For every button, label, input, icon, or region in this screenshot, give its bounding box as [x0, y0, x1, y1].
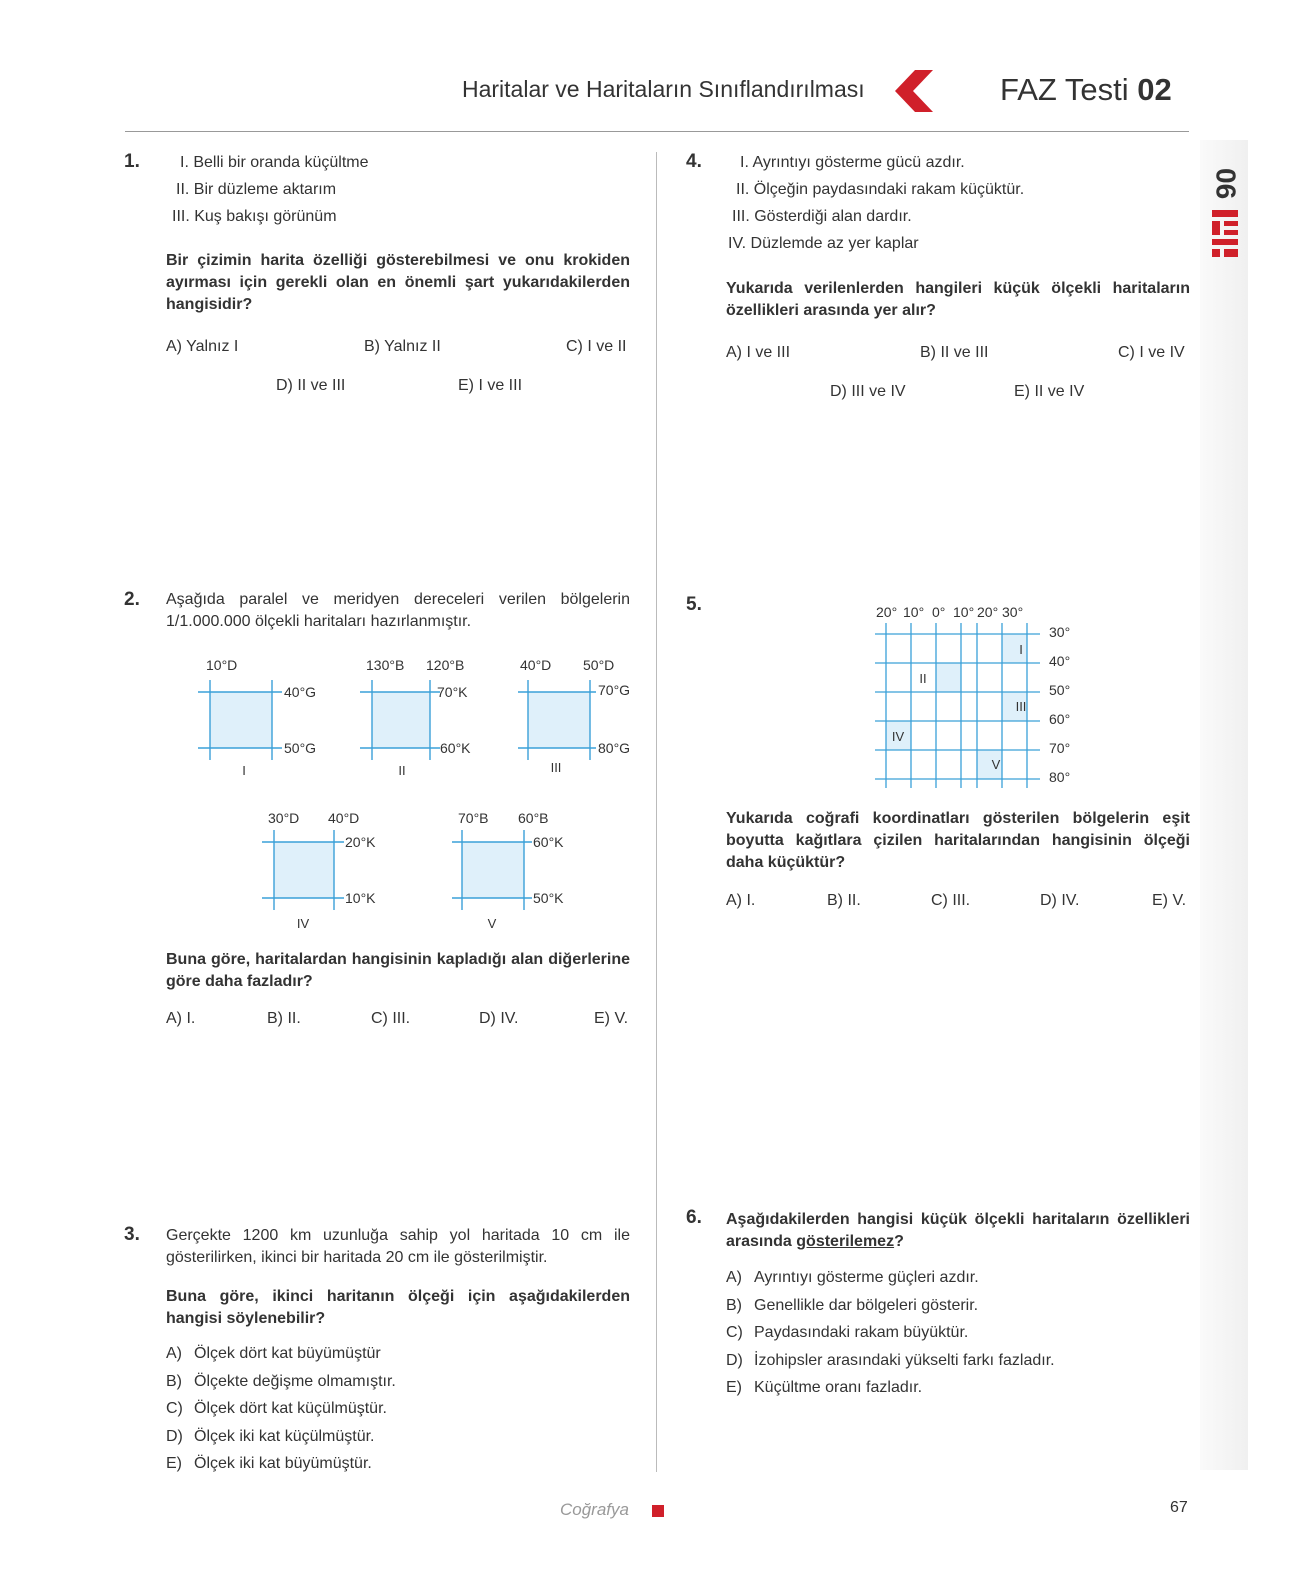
option-c[interactable]: [166, 1400, 396, 1428]
option-b[interactable]: [166, 1373, 396, 1401]
region-label: IV: [891, 729, 905, 744]
option-d[interactable]: [726, 1352, 1055, 1380]
option-letter: B): [726, 1296, 742, 1314]
question-stem: Bir çizimin harita özelliği gösterebilmesi ve onu krokiden ayırması için gerekli olan en önemli şart yukarıdakilerden hangisidir?: [166, 252, 630, 313]
map-roman: II: [398, 763, 406, 778]
question-text: Aşağıdakilerden hangisi küçük ölçekli haritaların özellikleri arasında: [726, 1211, 1190, 1250]
option-letter: E): [166, 1455, 182, 1472]
region-label: II: [919, 671, 927, 686]
option-e[interactable]: E) II ve IV: [1014, 383, 1085, 400]
meridian-label: 130°B: [366, 657, 405, 673]
grid-right-label: 50°: [1049, 682, 1071, 698]
option-e[interactable]: E) V.: [1152, 892, 1187, 909]
statement-i: I. Belli bir oranda küçültme: [180, 154, 369, 171]
option-letter: B): [166, 1372, 182, 1390]
map-i: [198, 657, 316, 778]
side-tab-number: 06: [1210, 168, 1242, 200]
option-letter: D): [166, 1427, 183, 1445]
parallel-label: 40°G: [284, 684, 317, 700]
map-iii: [518, 657, 630, 775]
question-mark: ?: [894, 1233, 904, 1250]
map-roman: III: [550, 760, 562, 775]
option-text: Ölçek dört kat küçülmüştür.: [194, 1400, 387, 1417]
statement-iv: IV. Düzlemde az yer kaplar: [728, 235, 919, 252]
parallel-label: 50°G: [284, 740, 317, 756]
option-c[interactable]: C) III.: [371, 1010, 411, 1027]
option-d[interactable]: [166, 1428, 396, 1456]
question-number: 2.: [124, 589, 140, 610]
map-roman: V: [487, 916, 497, 931]
option-letter: A): [166, 1345, 182, 1362]
option-letter: C): [726, 1324, 743, 1341]
option-c[interactable]: C) III.: [931, 892, 971, 909]
option-e[interactable]: [726, 1379, 1055, 1407]
option-b[interactable]: B) II.: [827, 892, 861, 909]
option-b[interactable]: B) II.: [267, 1010, 301, 1027]
option-e[interactable]: [166, 1455, 396, 1483]
option-text: Genellikle dar bölgeleri gösterir.: [754, 1296, 979, 1314]
map-ii: [360, 657, 471, 778]
meridian-label: 120°B: [426, 657, 465, 673]
option-d[interactable]: D) IV.: [1040, 892, 1080, 909]
option-b[interactable]: B) Yalnız II: [364, 338, 441, 355]
option-text: Ölçek iki kat küçülmüştür.: [194, 1427, 375, 1445]
region-label: III: [1015, 699, 1027, 714]
meridian-label: 30°D: [268, 810, 300, 826]
grid-right-label: 40°: [1049, 653, 1071, 669]
option-c[interactable]: C) I ve IV: [1118, 344, 1185, 361]
map-roman: I: [242, 763, 246, 778]
option-text: Ölçekte değişme olmamıştır.: [194, 1372, 396, 1390]
parallel-label: 50°K: [533, 890, 564, 906]
option-text: Ölçek iki kat büyümüştür.: [194, 1455, 372, 1472]
option-b[interactable]: [726, 1297, 1055, 1325]
option-e[interactable]: E) V.: [594, 1010, 629, 1027]
statement-iii: III. Kuş bakışı görünüm: [172, 208, 337, 225]
question-intro: Gerçekte 1200 km uzunluğa sahip yol haritada 10 cm ile gösterilirken, ikinci bir haritada 20 cm ile gösterilmiştir.: [166, 1227, 630, 1266]
meridian-label: 50°D: [583, 657, 615, 673]
grid-right-label: 70°: [1049, 740, 1071, 756]
question-number: 4.: [686, 151, 702, 172]
option-c[interactable]: C) I ve II: [566, 338, 627, 355]
map-iv: [262, 810, 376, 931]
grid-top-label: 10°: [903, 604, 925, 620]
option-a[interactable]: [166, 1345, 396, 1373]
grid-top-label: 30°: [1002, 604, 1024, 620]
parallel-label: 10°K: [345, 890, 376, 906]
option-a[interactable]: [726, 1269, 1055, 1297]
footer-subject: Coğrafya: [560, 1500, 629, 1519]
footer-square-icon: [652, 1505, 664, 1517]
question-number: 6.: [686, 1207, 702, 1228]
map-roman: IV: [296, 916, 310, 931]
map-v: [452, 810, 564, 931]
question-stem: Yukarıda verilenlerden hangileri küçük ölçekli haritaların özellikleri arasında yer alır?: [726, 280, 1190, 319]
grid-top-label: 20°: [977, 604, 999, 620]
question-number: 3.: [124, 1224, 140, 1245]
parallel-label: 60°K: [440, 740, 471, 756]
grid-top-label: 10°: [953, 604, 975, 620]
parallel-label: 70°K: [437, 684, 468, 700]
option-d[interactable]: D) III ve IV: [830, 383, 906, 400]
option-letter: C): [166, 1400, 183, 1417]
question-stem: Buna göre, haritalardan hangisinin kapladığı alan diğerlerine göre daha fazladır?: [166, 951, 630, 990]
question-stem: Buna göre, ikinci haritanın ölçeği için aşağıdakilerden hangisi söylenebilir?: [166, 1288, 630, 1327]
option-letter: D): [726, 1351, 743, 1369]
parallel-label: 70°G: [598, 682, 631, 698]
option-text: Ölçek dört kat büyümüştür: [194, 1345, 381, 1362]
region-label: V: [991, 757, 1001, 772]
statement-iii: III. Gösterdiği alan dardır.: [732, 208, 912, 225]
grid-right-label: 60°: [1049, 711, 1071, 727]
option-a[interactable]: A) I.: [726, 892, 756, 909]
test-label: FAZ Testi: [1000, 72, 1129, 107]
grid-top-label: 20°: [876, 604, 898, 620]
option-e[interactable]: E) I ve III: [458, 377, 523, 394]
option-a[interactable]: A) Yalnız I: [166, 338, 239, 355]
page-number: 67: [1170, 1499, 1188, 1516]
question-stem: [726, 1209, 1190, 1253]
coordinate-grid: [875, 604, 1070, 788]
option-text: Paydasındaki rakam büyüktür.: [754, 1324, 969, 1341]
question-negation: gösterilemez: [796, 1233, 895, 1250]
statement-ii: II. Bir düzleme aktarım: [176, 181, 337, 198]
meridian-label: 40°D: [520, 657, 552, 673]
option-text: İzohipsler arasındaki yükselti farkı fazladır.: [754, 1351, 1055, 1369]
meridian-label: 10°D: [206, 657, 238, 673]
option-text: Küçültme oranı fazladır.: [754, 1379, 923, 1396]
region-label: I: [1019, 642, 1023, 657]
chapter-title: Haritalar ve Haritaların Sınıflandırılması: [462, 76, 865, 102]
option-b[interactable]: B) II ve III: [920, 344, 989, 361]
meridian-label: 70°B: [458, 810, 489, 826]
statement-i: I. Ayrıntıyı gösterme gücü azdır.: [740, 154, 965, 171]
meridian-label: 60°B: [518, 810, 549, 826]
grid-top-label: 0°: [932, 604, 946, 620]
option-letter: A): [726, 1269, 742, 1286]
test-number: 02: [1137, 72, 1172, 107]
option-c[interactable]: [726, 1324, 1055, 1352]
meridian-label: 40°D: [328, 810, 360, 826]
statement-ii: II. Ölçeğin paydasındaki rakam küçüktür.: [736, 181, 1025, 198]
parallel-label: 60°K: [533, 834, 564, 850]
option-list: [166, 1345, 396, 1483]
option-d[interactable]: D) IV.: [479, 1010, 519, 1027]
option-d[interactable]: D) II ve III: [276, 377, 346, 394]
option-letter: E): [726, 1379, 742, 1396]
question-stem: Yukarıda coğrafi koordinatları gösterilen bölgelerin eşit boyutta kağıtlara çizilen haritalarından hangisinin ölçeği daha küçüktür?: [726, 810, 1190, 871]
grid-right-label: 30°: [1049, 624, 1071, 640]
question-number: 1.: [124, 151, 140, 172]
option-a[interactable]: A) I ve III: [726, 344, 791, 361]
question-number: 5.: [686, 594, 702, 615]
question-intro: Aşağıda paralel ve meridyen dereceleri verilen bölgelerin 1/1.000.000 ölçekli haritaları hazırlanmıştır.: [166, 591, 630, 630]
grid-right-label: 80°: [1049, 769, 1071, 785]
parallel-label: 20°K: [345, 834, 376, 850]
option-a[interactable]: A) I.: [166, 1010, 196, 1027]
option-list: [726, 1269, 1055, 1407]
option-text: Ayrıntıyı gösterme güçleri azdır.: [754, 1269, 979, 1286]
parallel-label: 80°G: [598, 740, 631, 756]
